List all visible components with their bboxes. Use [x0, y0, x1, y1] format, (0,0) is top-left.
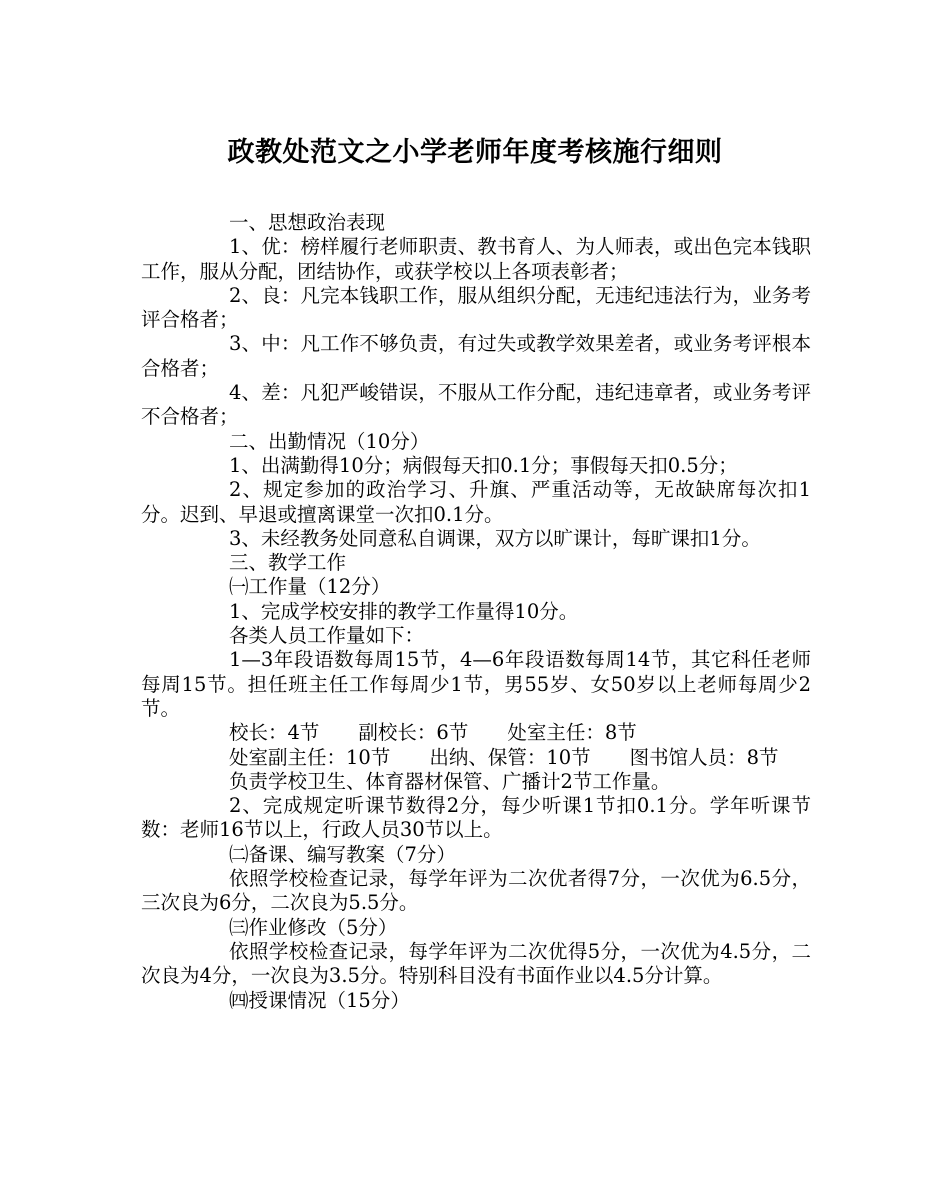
section-heading-attendance: 二、出勤情况（10分）	[229, 429, 430, 453]
document-body	[141, 211, 811, 1013]
paragraph-grade-excellent: 1、优：榜样履行老师职责、教书育人、为人师表，或出色完本钱职工作，服从分配，团结协作，或获学校以上各项表彰者；	[141, 235, 811, 283]
paragraph-homework: 依照学校检查记录，每学年评为二次优得5分，一次优为4.5分，二次良为4分，一次良为3.5分。特别科目没有书面作业以4.5分计算。	[141, 939, 811, 988]
paragraph-workload-admin-1: 校长：4节 副校长：6节 处室主任：8节	[229, 721, 637, 745]
section-heading-ideology: 一、思想政治表现	[229, 211, 386, 234]
subsection-heading-teaching-quality: ㈣授课情况（15分）	[229, 988, 410, 1012]
paragraph-grade-good: 2、良：凡完本钱职工作，服从组织分配，无违纪违法行为，业务考评合格者；	[141, 283, 811, 332]
paragraph-grade-average: 3、中：凡工作不够负责，有过失或教学效果差者，或业务考评根本合格者；	[141, 332, 811, 380]
paragraph-observation: 2、完成规定听课节数得2分，每少听课1节扣0.1分。学年听课节数：老师16节以上，行政人员30节以上。	[141, 794, 811, 842]
paragraph-workload-duty: 负责学校卫生、体育器材保管、广播计2节工作量。	[229, 769, 671, 793]
paragraph-workload-admin-2: 处室副主任：10节 出纳、保管：10节 图书馆人员：8节	[229, 745, 779, 769]
paragraph-workload-1: 1、完成学校安排的教学工作量得10分。	[229, 599, 579, 623]
subsection-heading-lesson-plans: ㈡备课、编写教案（7分）	[229, 842, 456, 866]
paragraph-workload-hours: 1—3年段语数每周15节，4—6年段语数每周14节，其它科任老师每周15节。担任班主任工作每周少1节，男55岁、女50岁以上老师每周少2节。	[141, 648, 811, 720]
paragraph-grade-poor: 4、差：凡犯严峻错误，不服从工作分配，违纪违章者，或业务考评不合格者；	[141, 381, 811, 429]
paragraph-attendance-2: 2、规定参加的政治学习、升旗、严重活动等，无故缺席每次扣1分。迟到、早退或擅离课堂一次扣0.1分。	[141, 478, 811, 526]
subsection-heading-homework: ㈢作业修改（5分）	[229, 915, 398, 939]
paragraph-workload-intro: 各类人员工作量如下：	[229, 624, 425, 648]
paragraph-attendance-1: 1、出满勤得10分；病假每天扣0.1分；事假每天扣0.5分；	[229, 453, 738, 477]
paragraph-lesson-plans: 依照学校检查记录，每学年评为二次优者得7分，一次优为6.5分，三次良为6分，二次良为5.5分。	[141, 867, 811, 915]
paragraph-attendance-3: 3、未经教务处同意私自调课，双方以旷课计，每旷课扣1分。	[229, 526, 761, 550]
document-title: 政教处范文之小学老师年度考核施行细则	[227, 137, 723, 168]
subsection-heading-workload: ㈠工作量（12分）	[229, 575, 391, 599]
section-heading-teaching: 三、教学工作	[229, 551, 347, 575]
